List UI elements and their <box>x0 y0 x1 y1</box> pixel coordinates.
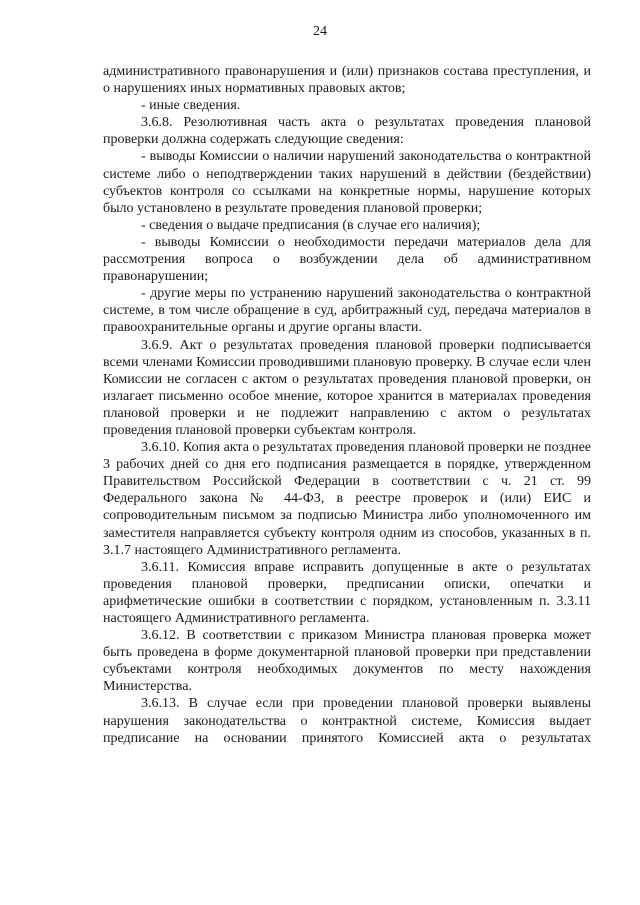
paragraph-commission-conclusions: - выводы Комиссии о наличии нарушений законодательства о контрактной системе либо о неподтверждении таких нарушений в действии (бездействии) субъектов контроля со ссылками на конкретные нормы, нарушение которых было установлено в результате проведения плановой проверки; <box>103 149 591 216</box>
document-body <box>103 63 591 747</box>
paragraph-other-measures: - другие меры по устранению нарушений законодательства о контрактной системе, в том числе обращение в суд, арбитражный суд, передача материалов в правоохранительные органы и другие органы власти. <box>103 286 591 336</box>
paragraph-3-6-10: 3.6.10. Копия акта о результатах проведения плановой проверки не позднее 3 рабочих дней со дня его подписания размещается в порядке, утвержденном Правительством Российской Федерации в соответствии с ч. 21 ст. 99 Федерального закона № 44-ФЗ, в реестре проверок и (или) ЕИС и сопроводительным письмом за подписью Министра либо уполномоченного им заместителя направляется субъекту контроля одним из способов, указанных в п. 3.1.7 настоящего Административного регламента. <box>103 440 591 558</box>
paragraph-other-info: - иные сведения. <box>141 98 241 114</box>
paragraph-3-6-11: 3.6.11. Комиссия вправе исправить допущенные в акте о результатах проведения плановой проверки, предписании описки, опечатки и арифметические ошибки в соответствии с порядком, установленным п. 3.3.11 настоящего Административного регламента. <box>103 559 591 626</box>
page-number: 24 <box>313 24 327 39</box>
paragraph-3-6-12: 3.6.12. В соответствии с приказом Министра плановая проверка может быть проведена в форме документарной плановой проверки при представлении субъектами контроля необходимых документов по месту нахождения Министерства. <box>103 628 591 695</box>
paragraph-continuation: административного правонарушения и (или) признаков состава преступления, и о нарушениях иных нормативных правовых актов; <box>103 64 591 97</box>
paragraph-3-6-9: 3.6.9. Акт о результатах проведения плановой проверки подписывается всеми членами Комиссии проводившими плановую проверку. В случае если член Комиссии не согласен с актом о результатах проведения плановой проверки, он излагает письменно особое мнение, которое хранится в материалах проведения плановой проверки и не подлежит направлению с актом о результатах проведения плановой проверки субъектам контроля. <box>103 337 591 438</box>
paragraph-order-info: - сведения о выдаче предписания (в случае его наличия); <box>141 217 481 233</box>
paragraph-3-6-13: 3.6.13. В случае если при проведении плановой проверки выявлены нарушения законодательства о контрактной системе, Комиссия выдает предписание на основании принятого Комиссией акта о результатах <box>103 696 591 746</box>
paragraph-3-6-8: 3.6.8. Резолютивная часть акта о результатах проведения плановой проверки должна содержать следующие сведения: <box>103 115 591 148</box>
paragraph-case-transfer: - выводы Комиссии о необходимости передачи материалов дела для рассмотрения вопроса о возбуждении дела об административном правонарушении; <box>103 234 591 285</box>
